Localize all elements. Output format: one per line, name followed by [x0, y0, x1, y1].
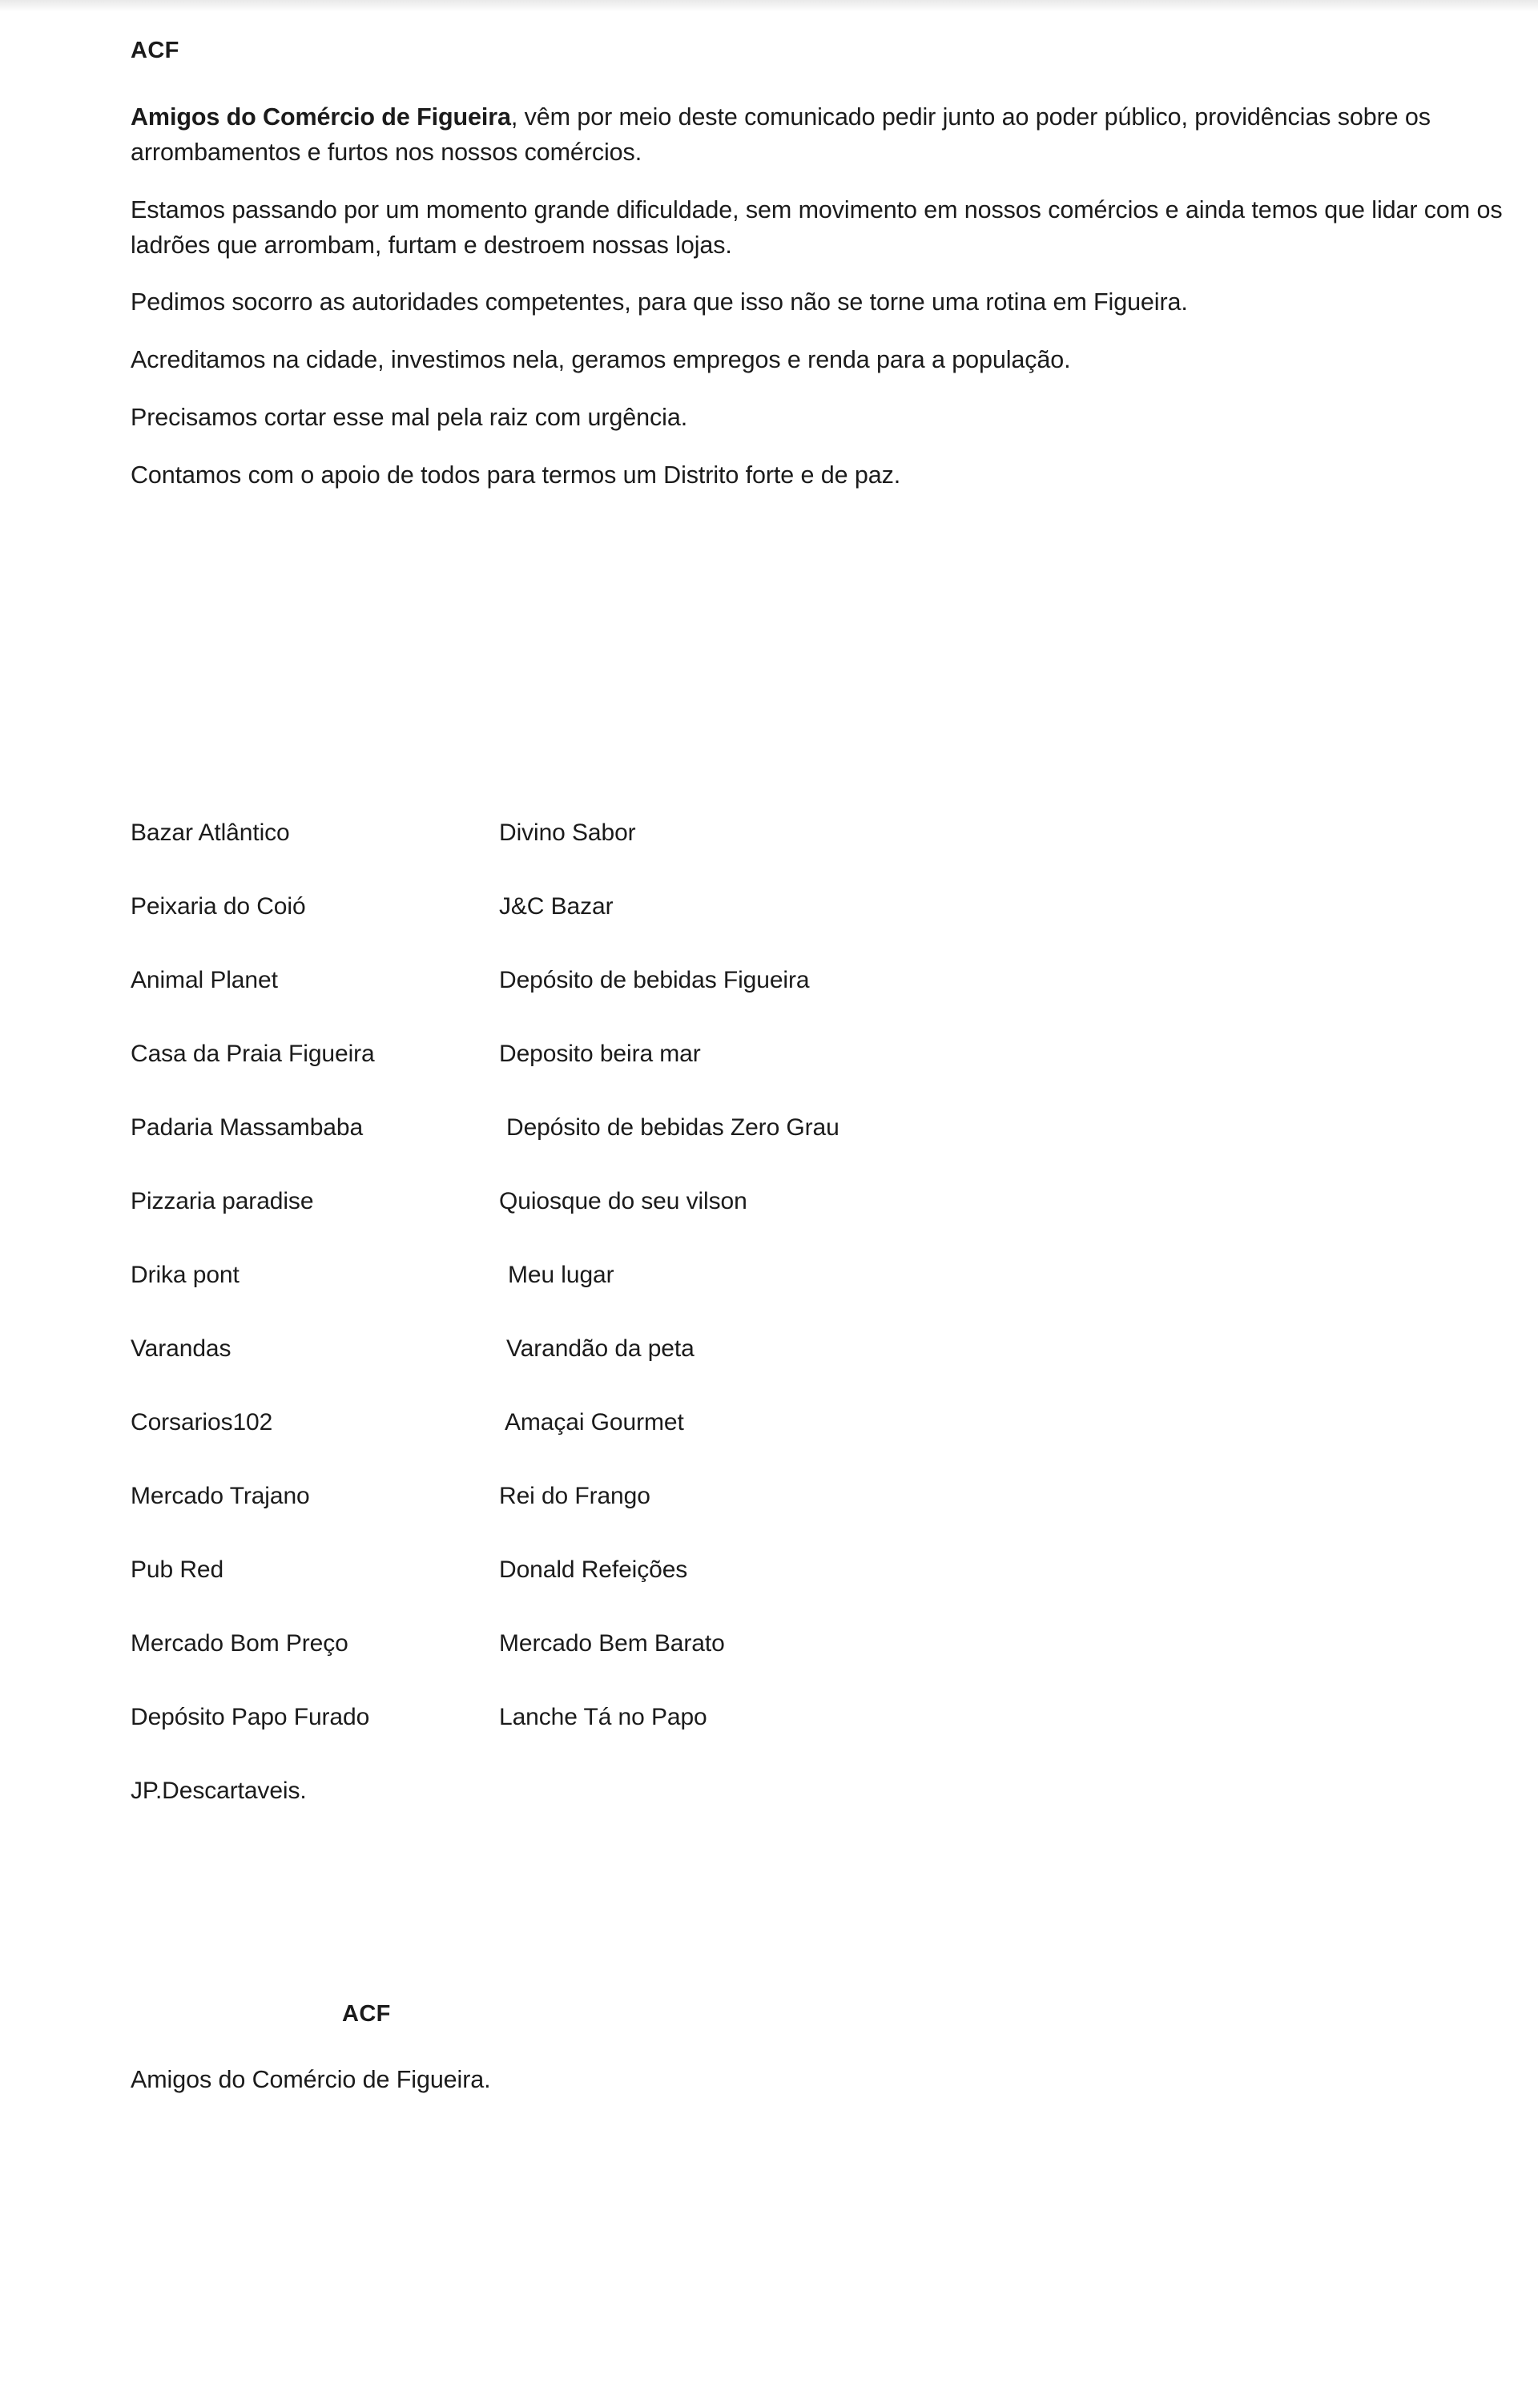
paragraph-belief: Acreditamos na cidade, investimos nela, geramos empregos e renda para a população. — [131, 346, 1071, 374]
signatory-name: Meu lugar — [508, 1262, 614, 1288]
signatory-row — [131, 892, 1332, 966]
page-title: ACF — [131, 38, 179, 63]
signatory-name: Peixaria do Coió — [131, 893, 306, 920]
signatory-row — [131, 1187, 1332, 1261]
signatory-name: Lanche Tá no Papo — [499, 1704, 707, 1730]
lead-organization-name: Amigos do Comércio de Figueira — [131, 103, 511, 131]
lead-paragraph — [131, 100, 1516, 171]
closing-initials: ACF — [342, 2001, 391, 2027]
signatory-row — [131, 1113, 1332, 1187]
signatory-name: Drika pont — [131, 1262, 240, 1288]
signatory-name: Mercado Trajano — [131, 1483, 310, 1509]
signatory-row — [131, 1335, 1332, 1408]
signatory-row — [131, 1629, 1332, 1703]
paragraph-urgency: Precisamos cortar esse mal pela raiz com urgência. — [131, 404, 688, 432]
signatory-row — [131, 1777, 1332, 1850]
signatory-name: Animal Planet — [131, 967, 278, 993]
signatory-name: Quiosque do seu vilson — [499, 1188, 747, 1214]
scan-edge-band — [0, 0, 1538, 11]
signatory-name: Pizzaria paradise — [131, 1188, 314, 1214]
paragraph-plea: Pedimos socorro as autoridades competentes, para que isso não se torne uma rotina em Figueira. — [131, 288, 1188, 316]
signatory-name: Rei do Frango — [499, 1483, 650, 1509]
signatory-name: J&C Bazar — [499, 893, 614, 920]
signatory-row — [131, 1703, 1332, 1777]
signatory-name: Padaria Massambaba — [131, 1114, 364, 1141]
signatory-list — [131, 819, 1332, 1850]
signatory-name: Divino Sabor — [499, 819, 636, 846]
signatory-row — [131, 966, 1332, 1040]
signatory-name: Casa da Praia Figueira — [131, 1041, 375, 1067]
signatory-name: Donald Refeições — [499, 1556, 688, 1583]
signatory-name: Varandão da peta — [506, 1335, 695, 1362]
lead-paragraph-text: , vêm por meio deste comunicado pedir junto ao poder público, providências sobre os arrombamentos e furtos nos nossos comércios. — [131, 103, 1431, 166]
signatory-name: Deposito beira mar — [499, 1041, 701, 1067]
closing-organization-name: Amigos do Comércio de Figueira. — [131, 2066, 491, 2093]
signatory-name: JP.Descartaveis. — [131, 1778, 307, 1804]
signatory-row — [131, 819, 1332, 892]
document-body — [131, 37, 1516, 493]
signatory-row — [131, 1261, 1332, 1335]
paragraph-support: Contamos com o apoio de todos para termos um Distrito forte e de paz. — [131, 461, 901, 489]
signatory-name: Depósito Papo Furado — [131, 1704, 370, 1730]
signatory-row — [131, 1556, 1332, 1629]
signatory-name: Pub Red — [131, 1556, 224, 1583]
signatory-name: Corsarios102 — [131, 1409, 273, 1436]
signatory-name: Depósito de bebidas Figueira — [499, 967, 810, 993]
signatory-name: Varandas — [131, 1335, 232, 1362]
signatory-row — [131, 1482, 1332, 1556]
signatory-name: Depósito de bebidas Zero Grau — [506, 1114, 839, 1141]
signatory-row — [131, 1408, 1332, 1482]
signatory-name: Mercado Bem Barato — [499, 1630, 725, 1657]
signatory-name: Mercado Bom Preço — [131, 1630, 348, 1657]
signatory-name: Amaçai Gourmet — [505, 1409, 684, 1436]
paragraph-difficulty: Estamos passando por um momento grande dificuldade, sem movimento em nossos comércios e ainda temos que lidar com os ladrões que arrombam, furtam e destroem nossas lojas. — [131, 195, 1503, 259]
signatory-row — [131, 1040, 1332, 1113]
signatory-name: Bazar Atlântico — [131, 819, 290, 846]
closing-block — [131, 2001, 1332, 2096]
